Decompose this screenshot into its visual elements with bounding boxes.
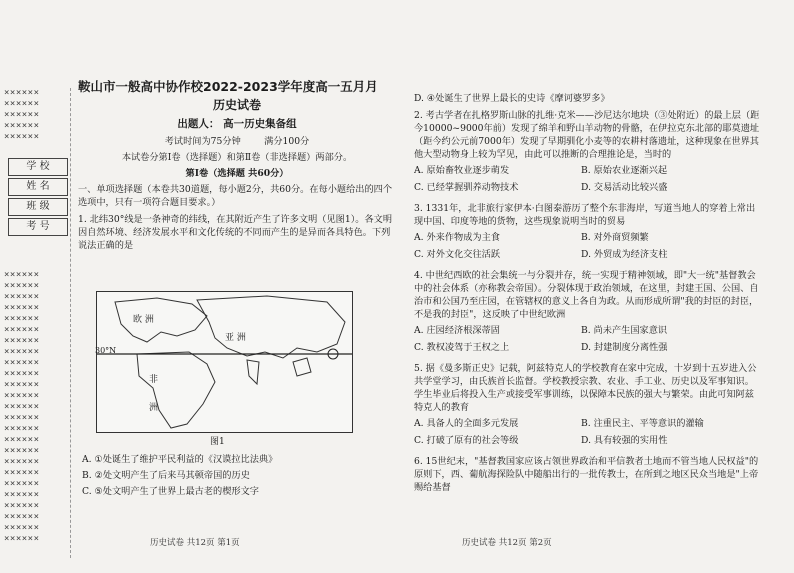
question-5: 5. 据《曼多斯正史》记载，阿兹特克人的学校教育在家中完成，十岁到十五岁进入公共学堂学习，由氏族首长监督。学校教授宗教、农业、手工业、历史以及军事知识。学生毕业后将投入生产或接受军事训练，以保障本民族的强大与繁荣。由此可知阿兹特克人的教育	[414, 363, 757, 413]
q2-option-b[interactable]: B. 原始农业逐渐兴起	[581, 165, 668, 176]
q3-options	[414, 231, 762, 265]
exam-title: 鞍山市一般高中协作校2022-2023学年度高一五月月	[78, 79, 378, 94]
left-column	[78, 80, 396, 252]
q5-option-c[interactable]: C. 打破了原有的社会等级	[414, 435, 519, 446]
q1-option-b[interactable]: B. ②处文明产生了后来马其顿帝国的历史	[82, 470, 250, 481]
q4-option-c[interactable]: C. 教权凌驾于王权之上	[414, 342, 510, 353]
exam-number-field[interactable]: 考 号	[8, 218, 68, 236]
q4-option-a[interactable]: A. 庄园经济根深蒂固	[414, 325, 500, 336]
question-3: 3. 1331年，北非旅行家伊本·白图泰游历了整个东非海岸，写道当地人的穿着上常出现中国、印度等地的货物，这些现象说明当时的贸易	[414, 203, 756, 227]
q2-option-a[interactable]: A. 原始畜牧业逐步萌发	[414, 165, 510, 176]
q5-option-b[interactable]: B. 注重民主、平等意识的灌输	[581, 418, 704, 429]
x-marks-bottom: ×××××× ×××××× ×××××× ×××××× ×××××× ×××××× ×××××× ×××××× ×××××× ×××××× ×××××× ×××××× ×××××× ×××××× ×××××× ×××××× ×××××× ×××××× ×××××× ×××××× ×××××× ×××××× ×××××× ×××××× ××××××	[4, 270, 40, 544]
indochina-outline	[293, 358, 311, 376]
q1-options	[82, 452, 392, 500]
q2-option-c[interactable]: C. 已经掌握驯养动物技术	[414, 182, 519, 193]
europe-outline	[115, 298, 207, 342]
q3-option-d[interactable]: D. 外贸成为经济支柱	[581, 249, 668, 260]
footer-left: 历史试卷 共12页 第1页	[150, 538, 240, 548]
q5-options	[414, 417, 762, 451]
q4-option-b[interactable]: B. 尚未产生国家意识	[581, 325, 668, 336]
right-column	[414, 92, 762, 494]
q5-option-a[interactable]: A. 具备人的全面多元发展	[414, 418, 519, 429]
question-4: 4. 中世纪西欧的社会集统一与分裂并存，统一实现于精神领域，即"大一统"基督教会中的社会体系（亦称教会帝国）。分裂体现于政治领域，在这里，封建王国、公国、自治市和公国乃至庄园，在管辖权的意义上各自为政。从而形成所谓"我的封臣的封臣，不是我的封臣"，这反映了中世纪欧洲	[414, 270, 759, 320]
q3-option-b[interactable]: B. 对外商贸频繁	[581, 232, 649, 243]
q1-option-c[interactable]: C. ⑤处文明产生了世界上最古老的楔形文字	[82, 486, 259, 497]
world-map-figure	[96, 291, 353, 433]
q1-option-a[interactable]: A. ①处诞生了维护平民利益的《汉谟拉比法典》	[82, 454, 278, 465]
q2-option-d[interactable]: D. 交易活动比较兴盛	[581, 182, 668, 193]
footer-right: 历史试卷 共12页 第2页	[462, 538, 552, 548]
x-marks-top: ×××××× ×××××× ×××××× ×××××× ××××××	[4, 88, 40, 142]
school-field[interactable]: 学 校	[8, 158, 68, 176]
q4-option-d[interactable]: D. 封建制度分离性强	[581, 342, 668, 353]
label-europe: 欧 洲	[133, 315, 154, 325]
india-outline	[247, 360, 259, 384]
label-africa-2: 洲	[149, 403, 159, 413]
label-africa: 非	[149, 375, 159, 385]
section-title: 第Ⅰ卷（选择题 共60分）	[185, 168, 289, 179]
question-2: 2. 考古学者在扎格罗斯山脉的扎维·克米——沙尼达尔地块（③处附近）的最上层（距今10000~9000年前）发现了绵羊和野山羊动物的骨骼，在伊拉克东北部的耶莫遗址（距今约公元前7000年）发现了早期驯化小麦等的农耕村落遗址，这种现象在世界其他大型动物身上较为罕见，由此可以推断的合理推论是，当时的	[414, 110, 760, 160]
name-field[interactable]: 姓 名	[8, 178, 68, 196]
label-30n: 30°N	[95, 346, 117, 355]
question-1: 1. 北纬30°线是一条神奇的纬线，在其附近产生了许多文明（见图1）。各文明因自然环境、经济发展水平和文化传统的不同而产生的是异而各具特色。下列说法正确的是	[78, 214, 393, 251]
binding-margin	[4, 88, 71, 558]
q2-options	[414, 164, 762, 198]
question-6: 6. 15世纪末，"基督教国家应该占领世界政治和平信教者土地而不管当地人民权益"的原则下，西、葡航海探险队中随船出行的一批传教士，在所到之地区民众当地是"上帝赐给基督	[414, 456, 759, 493]
full-score: 满分100分	[264, 136, 310, 147]
africa-outline	[137, 352, 215, 428]
label-asia: 亚 洲	[225, 333, 246, 343]
class-field[interactable]: 班 级	[8, 198, 68, 216]
instructions: 本试卷分第Ⅰ卷（选择题）和第Ⅱ卷（非选择题）两部分。	[121, 152, 353, 163]
q5-option-d[interactable]: D. 具有较强的实用性	[581, 435, 668, 446]
author-line: 出题人： 高一历史集备组	[177, 118, 297, 130]
asia-outline	[197, 296, 345, 358]
q3-option-a[interactable]: A. 外来作物成为主食	[414, 232, 500, 243]
exam-time: 考试时间为75分钟	[164, 136, 241, 147]
subject-title: 历史试卷	[212, 98, 261, 112]
part1-instructions: 一、单项选择题（本卷共30道题，每小题2分，共60分。在每小题给出的四个选项中，只有一项符合题目要求。）	[78, 184, 393, 208]
q1-option-d[interactable]: D. ④处诞生了世界上最长的史诗《摩诃婆罗多》	[414, 93, 610, 104]
q4-options	[414, 324, 762, 358]
q3-option-c[interactable]: C. 对外文化交往活跃	[414, 249, 501, 260]
figure-caption: 图1	[210, 437, 225, 447]
exam-meta	[78, 135, 396, 148]
